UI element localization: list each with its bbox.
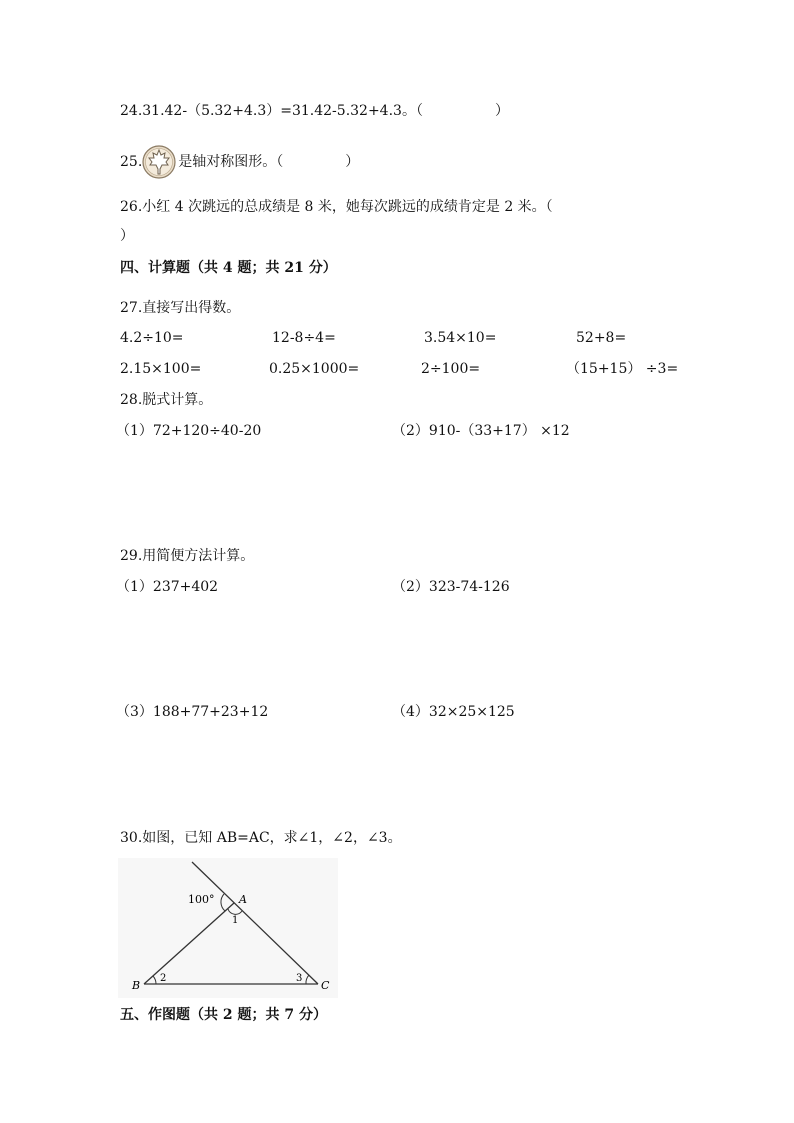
q27-item: 12-8÷4=	[272, 330, 336, 346]
q28-part-2: （2）910-（33+17） ×12	[392, 423, 570, 439]
vertex-a-label: A	[239, 893, 247, 906]
q28-part-1: （1）72+120÷40-20	[116, 423, 262, 439]
q29-part-4: （4）32×25×125	[392, 704, 515, 720]
question-26-line1: 26.小红 4 次跳远的总成绩是 8 米，她每次跳远的成绩肯定是 2 米。（	[120, 199, 553, 215]
question-25	[120, 145, 359, 179]
q27-item: （15+15） ÷3=	[566, 361, 679, 377]
angle-3-label: 3	[296, 973, 303, 984]
angle-2-label: 2	[160, 973, 167, 984]
q29-part-1: （1）237+402	[116, 579, 219, 595]
vertex-b-label: B	[132, 979, 141, 992]
question-27-title: 27.直接写出得数。	[120, 300, 241, 316]
triangle-figure	[118, 858, 338, 998]
question-24	[120, 101, 509, 121]
question-25-number: 25.	[120, 154, 143, 170]
q27-item: 2.15×100=	[120, 361, 202, 377]
angle-1-label: 1	[232, 915, 239, 926]
question-24-close: ）	[494, 103, 509, 119]
q27-item: 3.54×10=	[424, 330, 497, 346]
q27-item: 2÷100=	[421, 361, 481, 377]
question-26-line2: ）	[120, 228, 134, 244]
q27-item: 0.25×1000=	[269, 361, 360, 377]
angle-100-label: 100°	[188, 893, 215, 906]
q27-item: 4.2÷10=	[120, 330, 184, 346]
maple-leaf-icon	[142, 145, 176, 179]
q29-part-3: （3）188+77+23+12	[116, 704, 269, 720]
section-5-title: 五、作图题（共 2 题；共 7 分）	[120, 1007, 327, 1023]
vertex-c-label: C	[321, 979, 330, 992]
question-25-text: 是轴对称图形。（	[178, 154, 284, 170]
question-29-title: 29.用简便方法计算。	[120, 548, 255, 564]
question-25-close: ）	[345, 154, 360, 170]
question-30-title: 30.如图，已知 AB=AC，求∠1，∠2，∠3。	[120, 830, 402, 846]
question-28-title: 28.脱式计算。	[120, 392, 213, 408]
question-24-text: 24.31.42-（5.32+4.3）=31.42-5.32+4.3。（	[120, 103, 423, 119]
q29-part-2: （2）323-74-126	[392, 579, 510, 595]
section-4-title: 四、计算题（共 4 题；共 21 分）	[120, 260, 337, 276]
q27-item: 52+8=	[576, 330, 627, 346]
